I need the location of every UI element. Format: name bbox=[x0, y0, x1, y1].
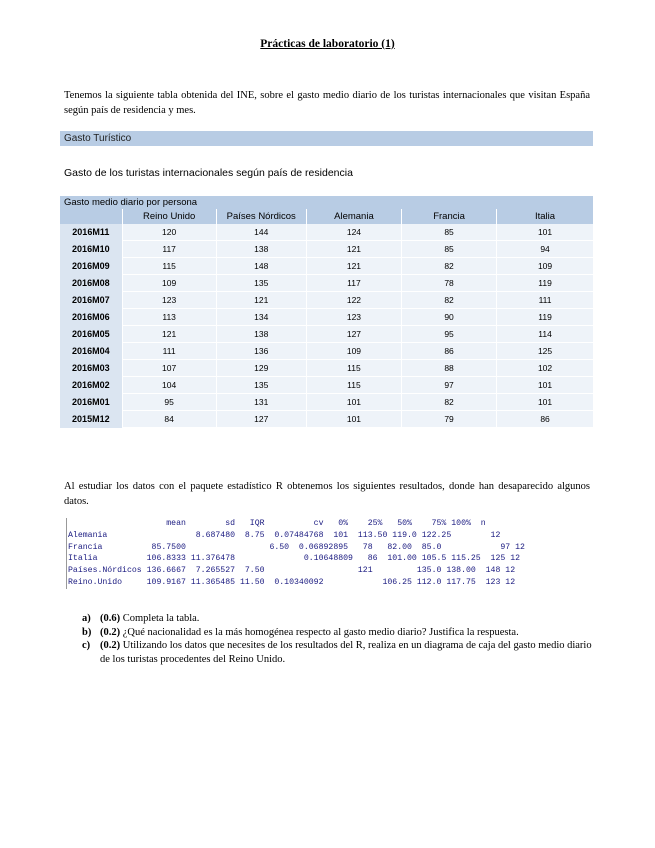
row-label: 2016M09 bbox=[60, 258, 122, 275]
r-results-paragraph: Al estudiar los datos con el paquete estadístico R obtenemos los siguientes resultados, donde han desaparecido algunos datos. bbox=[64, 481, 590, 507]
table-cell: 82 bbox=[402, 258, 497, 275]
table-row bbox=[60, 224, 593, 241]
corner-cell bbox=[60, 209, 122, 224]
table-row bbox=[60, 411, 593, 428]
question-item bbox=[82, 626, 592, 640]
table-cell: 82 bbox=[402, 292, 497, 309]
table-cell: 121 bbox=[306, 258, 401, 275]
table-cell: 97 bbox=[402, 377, 497, 394]
table-row bbox=[60, 377, 593, 394]
table-cell: 121 bbox=[216, 292, 306, 309]
table-cell: 101 bbox=[306, 411, 401, 428]
table-cell: 84 bbox=[122, 411, 216, 428]
table-cell: 82 bbox=[402, 394, 497, 411]
r-output-line: Reino.Unido 109.9167 11.365485 11.50 0.10340092 106.25 112.0 117.75 123 12 bbox=[68, 577, 516, 587]
question-text: ¿Qué nacionalidad es la más homogénea respecto al gasto medio diario? Justifica la respuesta. bbox=[120, 626, 519, 638]
row-label: 2016M03 bbox=[60, 360, 122, 377]
intro-paragraph: Tenemos la siguiente tabla obtenida del INE, sobre el gasto medio diario de los turistas internacionales que visitan España según país de residencia y mes. bbox=[64, 90, 590, 116]
table-row bbox=[60, 275, 593, 292]
row-label: 2016M08 bbox=[60, 275, 122, 292]
question-points: (0.2) bbox=[100, 640, 121, 651]
table-subtitle: Gasto de los turistas internacionales según país de residencia bbox=[64, 167, 353, 179]
table-row bbox=[60, 292, 593, 309]
table-row bbox=[60, 394, 593, 411]
r-output-block bbox=[66, 518, 525, 589]
row-label: 2016M10 bbox=[60, 241, 122, 258]
section-band: Gasto Turístico bbox=[60, 131, 593, 146]
table-cell: 115 bbox=[306, 360, 401, 377]
question-letter: b) bbox=[82, 626, 92, 638]
column-header: Alemania bbox=[306, 209, 401, 224]
table-cell: 115 bbox=[122, 258, 216, 275]
table-row bbox=[60, 241, 593, 258]
table-cell: 104 bbox=[122, 377, 216, 394]
question-points: (0.2) bbox=[100, 626, 121, 638]
r-output-line: Italia 106.8333 11.376478 0.10648809 86 101.00 105.5 115.25 125 12 bbox=[68, 554, 521, 564]
table-cell: 135 bbox=[216, 275, 306, 292]
table-cell: 85 bbox=[402, 241, 497, 258]
table-cell: 78 bbox=[402, 275, 497, 292]
table-cell: 88 bbox=[402, 360, 497, 377]
table-cell: 138 bbox=[216, 241, 306, 258]
question-text: Utilizando los datos que necesites de los resultados del R, realiza en un diagrama de caja del gasto medio diario de los turistas procedentes del Reino Unido. bbox=[100, 640, 592, 665]
question-text: Completa la tabla. bbox=[120, 613, 200, 624]
table-cell: 123 bbox=[306, 309, 401, 326]
row-label: 2016M02 bbox=[60, 377, 122, 394]
table-cell: 131 bbox=[216, 394, 306, 411]
table-row bbox=[60, 360, 593, 377]
question-letter: a) bbox=[82, 613, 91, 624]
table-cell: 135 bbox=[216, 377, 306, 394]
row-label: 2016M07 bbox=[60, 292, 122, 309]
question-item bbox=[82, 639, 592, 666]
table-cell: 111 bbox=[122, 343, 216, 360]
row-label: 2016M04 bbox=[60, 343, 122, 360]
table-cell: 123 bbox=[122, 292, 216, 309]
row-label: 2015M12 bbox=[60, 411, 122, 428]
table-cell: 107 bbox=[122, 360, 216, 377]
row-label: 2016M01 bbox=[60, 394, 122, 411]
question-item bbox=[82, 612, 592, 626]
table-cell: 95 bbox=[122, 394, 216, 411]
table-cell: 113 bbox=[122, 309, 216, 326]
table-cell: 101 bbox=[497, 224, 593, 241]
table-cell: 129 bbox=[216, 360, 306, 377]
column-header: Países Nórdicos bbox=[216, 209, 306, 224]
r-output-line: Países.Nórdicos 136.6667 7.265527 7.50 121 135.0 138.00 148 12 bbox=[68, 566, 516, 576]
row-label: 2016M05 bbox=[60, 326, 122, 343]
column-header: Reino Unido bbox=[122, 209, 216, 224]
table-cell: 117 bbox=[122, 241, 216, 258]
page-title: Prácticas de laboratorio (1) bbox=[260, 38, 395, 50]
r-output-line: Alemania 8.687480 8.75 0.07484768 101 113.50 119.0 122.25 12 bbox=[68, 530, 501, 540]
table-cell: 94 bbox=[497, 241, 593, 258]
table-cell: 101 bbox=[497, 377, 593, 394]
row-label: 2016M06 bbox=[60, 309, 122, 326]
table-cell: 121 bbox=[122, 326, 216, 343]
table-cell: 117 bbox=[306, 275, 401, 292]
table-cell: 79 bbox=[402, 411, 497, 428]
table-header-row bbox=[60, 209, 593, 224]
table-cell: 148 bbox=[216, 258, 306, 275]
table-row bbox=[60, 343, 593, 360]
row-label: 2016M11 bbox=[60, 224, 122, 241]
table-caption: Gasto medio diario por persona bbox=[60, 196, 593, 209]
table-cell: 136 bbox=[216, 343, 306, 360]
table-row bbox=[60, 326, 593, 343]
column-header: Italia bbox=[497, 209, 593, 224]
question-letter: c) bbox=[82, 640, 91, 651]
questions-list bbox=[82, 612, 592, 666]
table-cell: 86 bbox=[402, 343, 497, 360]
table-cell: 85 bbox=[402, 224, 497, 241]
table-cell: 109 bbox=[497, 258, 593, 275]
table-cell: 119 bbox=[497, 275, 593, 292]
table-cell: 114 bbox=[497, 326, 593, 343]
r-output-line: Francia 85.7500 6.50 0.06892895 78 82.00 85.0 97 12 bbox=[68, 542, 525, 552]
question-points: (0.6) bbox=[100, 613, 121, 624]
table-row bbox=[60, 309, 593, 326]
column-header: Francia bbox=[402, 209, 497, 224]
table-cell: 138 bbox=[216, 326, 306, 343]
table-cell: 101 bbox=[497, 394, 593, 411]
table-cell: 121 bbox=[306, 241, 401, 258]
table-cell: 144 bbox=[216, 224, 306, 241]
table-cell: 86 bbox=[497, 411, 593, 428]
expense-table bbox=[60, 196, 593, 428]
table-cell: 119 bbox=[497, 309, 593, 326]
table-cell: 127 bbox=[306, 326, 401, 343]
table-cell: 111 bbox=[497, 292, 593, 309]
table-cell: 127 bbox=[216, 411, 306, 428]
table-cell: 124 bbox=[306, 224, 401, 241]
table-cell: 95 bbox=[402, 326, 497, 343]
table-row bbox=[60, 258, 593, 275]
table-cell: 134 bbox=[216, 309, 306, 326]
table-cell: 101 bbox=[306, 394, 401, 411]
table-cell: 115 bbox=[306, 377, 401, 394]
table-cell: 102 bbox=[497, 360, 593, 377]
r-output-line: mean sd IQR cv 0% 25% 50% 75% 100% n bbox=[68, 519, 486, 528]
table-cell: 120 bbox=[122, 224, 216, 241]
table-cell: 125 bbox=[497, 343, 593, 360]
table-cell: 109 bbox=[306, 343, 401, 360]
table-cell: 90 bbox=[402, 309, 497, 326]
table-cell: 109 bbox=[122, 275, 216, 292]
table-cell: 122 bbox=[306, 292, 401, 309]
